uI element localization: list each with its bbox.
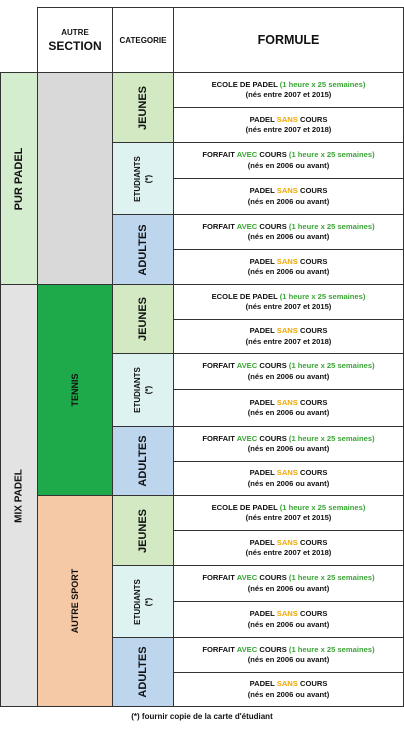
autre-section-pur-padel [37, 72, 113, 285]
category-jeunes-label: JEUNES [137, 296, 149, 342]
forfait-word: FORFAIT [202, 361, 235, 371]
category-jeunes [112, 495, 174, 566]
duration: (1 heure x 25 semaines) [288, 150, 375, 160]
cours-word: COURS [259, 433, 287, 443]
cours-word: COURS [299, 537, 328, 547]
formule-line2: (nés en 2006 ou avant) [247, 619, 330, 629]
section-mix-padel-label: MIX PADEL [13, 468, 25, 523]
padel-word: PADEL [249, 114, 275, 124]
section-mix-padel [0, 284, 38, 707]
formule-line2: (nés en 2006 ou avant) [247, 655, 330, 664]
sans-word: SANS [276, 186, 298, 196]
formule-padel-sans-cours [173, 461, 404, 496]
cours-word: COURS [299, 186, 328, 196]
corner-cell [0, 7, 38, 73]
formule-line1 [250, 398, 328, 408]
padel-word: PADEL [249, 679, 275, 689]
sans-word: SANS [276, 397, 298, 407]
category-adultes [112, 637, 174, 707]
section-pur-padel-label: PUR PADEL [13, 147, 25, 210]
duration: (1 heure x 25 semaines) [288, 361, 375, 371]
formule-line1 [212, 503, 366, 513]
category-jeunes [112, 72, 174, 143]
formule-line2: (nés entre 2007 et 2015) [245, 90, 332, 99]
formule-line2: (nés entre 2007 et 2015) [245, 513, 332, 522]
formule-padel-sans-cours [173, 319, 404, 354]
cours-word: COURS [259, 644, 287, 654]
etudiants-text: ETUDIANTS [132, 367, 142, 413]
formule-line1 [250, 186, 328, 196]
duration: (1 heure x 25 semaines) [288, 644, 375, 654]
formule-padel-sans-cours [173, 389, 404, 427]
formule-padel-sans-cours [173, 107, 404, 143]
cours-word: COURS [299, 397, 328, 407]
formule-forfait-avec-cours [173, 214, 404, 250]
padel-word: PADEL [249, 397, 275, 407]
header-categorie-label: CATEGORIE [119, 35, 167, 45]
formule-line2: (nés entre 2007 et 2018) [245, 125, 332, 134]
formule-line2: (nés entre 2007 et 2015) [245, 302, 332, 311]
category-jeunes-label: JEUNES [137, 508, 149, 553]
formule-line2: (nés en 2006 ou avant) [247, 689, 330, 699]
duration: (1 heure x 25 semaines) [279, 79, 366, 89]
category-adultes-label: ADULTES [137, 646, 149, 698]
sans-word: SANS [276, 114, 298, 124]
formule-ecole [173, 284, 404, 320]
formule-line2: (nés en 2006 ou avant) [247, 232, 330, 241]
autre-section-tennis [37, 284, 113, 496]
forfait-word: FORFAIT [202, 433, 235, 443]
formule-line2: (nés en 2006 ou avant) [247, 478, 330, 488]
formule-line1 [202, 645, 374, 655]
category-adultes [112, 214, 174, 285]
formule-line2: (nés entre 2007 et 2018) [245, 336, 332, 346]
formule-line1 [202, 361, 374, 371]
cours-word: COURS [299, 326, 328, 336]
sans-word: SANS [276, 326, 298, 336]
category-jeunes-label: JEUNES [137, 85, 149, 130]
cours-word: COURS [259, 221, 287, 231]
formule-ecole [173, 495, 404, 531]
avec-word: AVEC [236, 573, 258, 583]
forfait-word: FORFAIT [202, 221, 235, 231]
avec-word: AVEC [236, 150, 258, 160]
ecole-title: ECOLE DE PADEL [211, 502, 278, 512]
category-adultes-label: ADULTES [137, 435, 149, 487]
duration: (1 heure x 25 semaines) [279, 291, 366, 301]
formule-line1 [202, 150, 374, 160]
formule-line2: (nés en 2006 ou avant) [247, 371, 330, 381]
cours-word: COURS [259, 573, 287, 583]
sans-word: SANS [276, 679, 298, 689]
formule-line1 [202, 222, 374, 232]
cours-word: COURS [299, 679, 328, 689]
header-autre-label: AUTRE [61, 27, 89, 37]
avec-word: AVEC [236, 433, 258, 443]
category-adultes-label: ADULTES [137, 223, 149, 276]
cours-word: COURS [299, 256, 328, 266]
etudiants-mark: (*) [144, 174, 153, 183]
category-etudiants-label [132, 579, 154, 625]
formule-line1 [250, 326, 328, 336]
formule-line1 [250, 679, 328, 689]
sans-word: SANS [276, 256, 298, 266]
header-formule [173, 7, 404, 73]
sans-word: SANS [276, 537, 298, 547]
autre-section-autre-sport [37, 495, 113, 707]
category-etudiants [112, 142, 174, 215]
category-etudiants-label [132, 156, 154, 202]
ecole-title: ECOLE DE PADEL [211, 79, 278, 89]
forfait-word: FORFAIT [202, 573, 235, 583]
sans-word: SANS [276, 609, 298, 619]
cours-word: COURS [299, 468, 328, 478]
padel-word: PADEL [249, 186, 275, 196]
formule-padel-sans-cours [173, 178, 404, 215]
category-etudiants [112, 353, 174, 427]
formule-line2: (nés en 2006 ou avant) [247, 267, 330, 276]
ecole-title: ECOLE DE PADEL [211, 291, 278, 301]
etudiants-mark: (*) [144, 597, 153, 606]
etudiants-text: ETUDIANTS [132, 578, 142, 625]
formule-forfait-avec-cours [173, 353, 404, 390]
padel-word: PADEL [249, 326, 275, 336]
header-categorie [112, 7, 174, 73]
duration: (1 heure x 25 semaines) [288, 221, 375, 231]
formule-line1 [202, 573, 374, 583]
formule-line1 [250, 115, 328, 125]
formule-ecole [173, 72, 404, 108]
duration: (1 heure x 25 semaines) [288, 433, 375, 443]
formule-line1 [250, 538, 328, 548]
tennis-label: TENNIS [70, 373, 80, 407]
formule-line2: (nés entre 2007 et 2018) [245, 548, 332, 557]
padel-word: PADEL [249, 468, 275, 478]
formule-line1 [212, 292, 366, 302]
formule-forfait-avec-cours [173, 637, 404, 673]
autre-sport-label: AUTRE SPORT [70, 568, 80, 634]
avec-word: AVEC [236, 361, 258, 371]
duration: (1 heure x 25 semaines) [288, 573, 375, 583]
cours-word: COURS [299, 114, 328, 124]
footnote: (*) fournir copie de la carte d'étudiant [131, 712, 273, 721]
category-etudiants-label [132, 367, 154, 413]
formule-line2: (nés en 2006 ou avant) [247, 444, 330, 453]
formule-padel-sans-cours [173, 601, 404, 638]
padel-word: PADEL [249, 609, 275, 619]
header-autre-section [37, 7, 113, 73]
formule-forfait-avec-cours [173, 426, 404, 462]
formule-line2: (nés en 2006 ou avant) [247, 408, 330, 417]
formule-line1 [250, 257, 328, 267]
header-section-label: SECTION [48, 38, 102, 53]
cours-word: COURS [299, 609, 328, 619]
forfait-word: FORFAIT [202, 644, 235, 654]
section-pur-padel [0, 72, 38, 285]
formule-forfait-avec-cours [173, 142, 404, 179]
formule-line1 [250, 609, 328, 619]
formule-line1 [212, 80, 366, 90]
padel-word: PADEL [249, 537, 275, 547]
header-formule-label: FORMULE [257, 33, 320, 47]
formule-forfait-avec-cours [173, 565, 404, 602]
category-jeunes [112, 284, 174, 354]
formule-padel-sans-cours [173, 249, 404, 285]
category-adultes [112, 426, 174, 496]
etudiants-mark: (*) [144, 385, 153, 395]
formule-padel-sans-cours [173, 672, 404, 707]
cours-word: COURS [259, 361, 287, 371]
duration: (1 heure x 25 semaines) [279, 502, 366, 512]
sans-word: SANS [276, 468, 298, 478]
formule-line2: (nés en 2006 ou avant) [247, 196, 330, 206]
avec-word: AVEC [236, 644, 258, 654]
formule-line1 [250, 468, 328, 478]
formule-line1 [202, 434, 374, 444]
formule-line2: (nés en 2006 ou avant) [247, 583, 330, 593]
forfait-word: FORFAIT [202, 150, 235, 160]
avec-word: AVEC [236, 221, 258, 231]
padel-word: PADEL [249, 256, 275, 266]
cours-word: COURS [259, 150, 287, 160]
formule-padel-sans-cours [173, 530, 404, 566]
category-etudiants [112, 565, 174, 638]
formule-line2: (nés en 2006 ou avant) [247, 160, 330, 170]
etudiants-text: ETUDIANTS [132, 155, 142, 202]
